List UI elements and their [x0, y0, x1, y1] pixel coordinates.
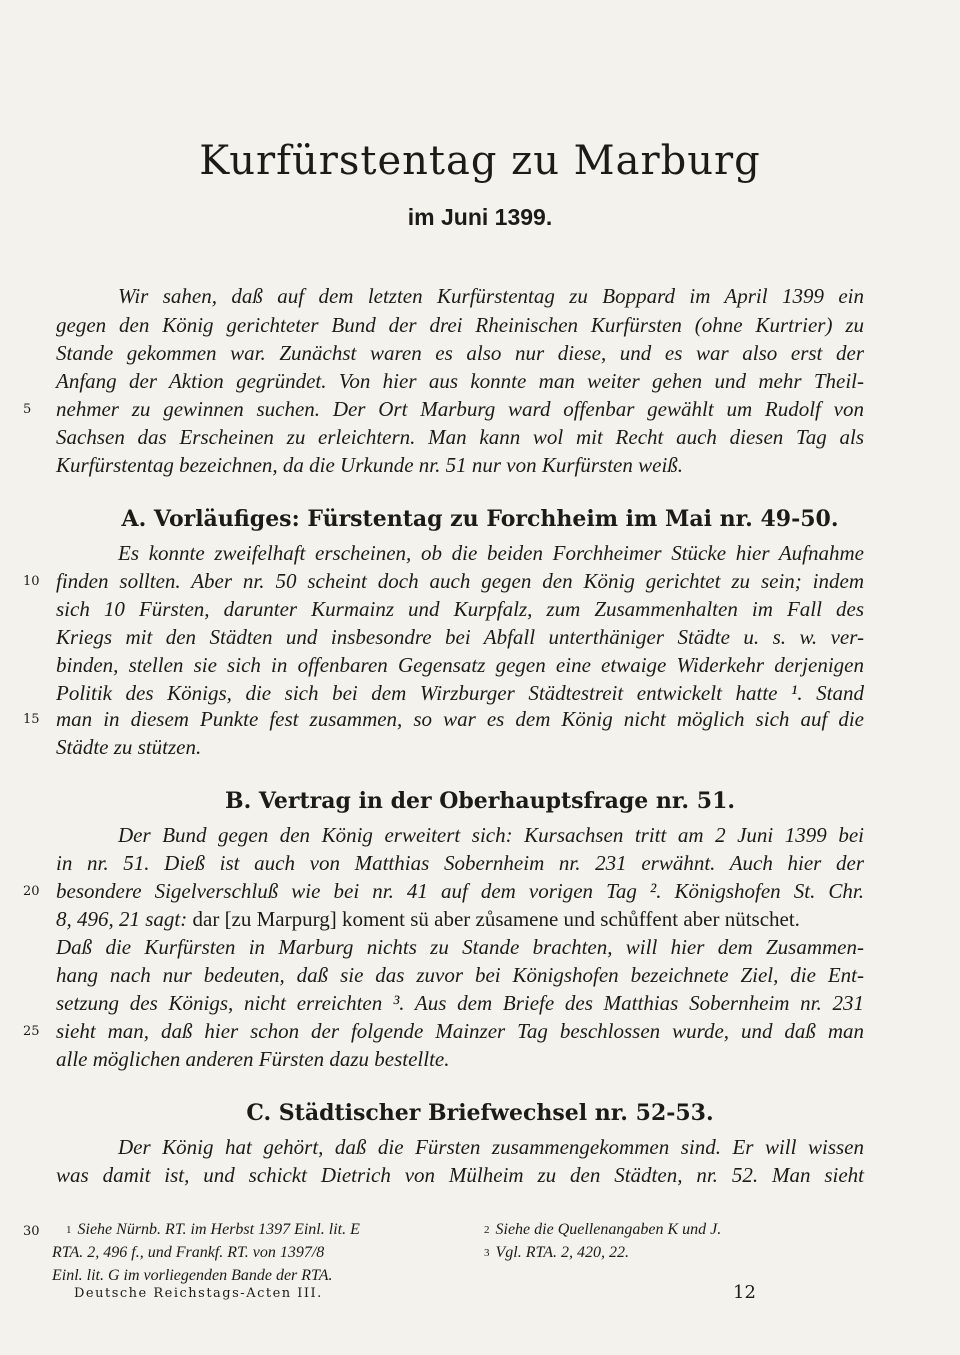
footnote-2-line	[484, 1219, 721, 1241]
page-title: Kurfürstentag zu Marburg	[199, 138, 761, 184]
section-b-line: in nr. 51. Dieß ist auch von Matthias Sobernheim nr. 231 erwähnt. Auch hier der	[56, 851, 864, 875]
section-b-line	[56, 906, 864, 932]
section-c-line: was damit ist, und schickt Dietrich von Mülheim zu den Städten, nr. 52. Man sieht	[56, 1163, 864, 1187]
intro-line: nehmer zu gewinnen suchen. Der Ort Marburg ward offenbar gewählt um Rudolf von	[56, 397, 864, 421]
line-number: 10	[23, 574, 40, 589]
section-b-line: sieht man, daß hier schon der folgende Mainzer Tag beschlossen wurde, und daß man	[56, 1019, 864, 1043]
section-c-heading: C. Städtischer Briefwechsel nr. 52-53.	[246, 1100, 714, 1126]
page-subtitle: im Juni 1399.	[407, 204, 553, 230]
footnote-3-line	[484, 1242, 629, 1264]
section-b-heading: B. Vertrag in der Oberhauptsfrage nr. 51.	[224, 788, 736, 814]
section-b-line: besondere Sigelverschluß wie bei nr. 41 auf dem vorigen Tag ². Königshofen St. Chr.	[56, 879, 864, 903]
section-a-line: Es konnte zweifelhaft erscheinen, ob die beiden Forchheimer Stücke hier Aufnahme	[118, 541, 864, 565]
footnote-1-line: RTA. 2, 496 f., und Frankf. RT. von 1397/8	[52, 1244, 325, 1261]
footnote-3-mark: 3	[484, 1247, 490, 1259]
section-a-line: Politik des Königs, die sich bei dem Wirzburger Städtestreit entwickelt hatte ¹. Stand	[56, 681, 864, 705]
line-number: 15	[23, 712, 40, 727]
footnote-1-text: Siehe Nürnb. RT. im Herbst 1397 Einl. lit. E	[77, 1221, 360, 1238]
section-b-line: hang nach nur bedeuten, daß sie das zuvor bei Königshofen bezeichnete Ziel, die Ent-	[56, 963, 864, 987]
section-b-line: Daß die Kurfürsten in Marburg nichts zu Stande brachten, will hier dem Zusammen-	[56, 935, 864, 959]
footnote-1-line	[66, 1219, 360, 1241]
intro-line: Sachsen das Erscheinen zu erleichtern. Man kann wol mit Recht auch diesen Tag als	[56, 425, 864, 449]
section-a-line: Städte zu stützen.	[56, 735, 202, 759]
line-number: 30	[23, 1224, 40, 1239]
section-a-heading: A. Vorläufiges: Fürstentag zu Forchheim im Mai nr. 49-50.	[121, 506, 839, 532]
section-c-line: Der König hat gehört, daß die Fürsten zusammengekommen sind. Er will wissen	[118, 1135, 864, 1159]
section-b-line: Der Bund gegen den König erweitert sich: Kursachsen tritt am 2 Juni 1399 bei	[118, 823, 864, 847]
section-a-line: Kriegs mit den Städten und insbesondre bei Abfall unterthäniger Städte u. s. w. ver-	[56, 625, 864, 649]
intro-line: Stande gekommen war. Zunächst waren es also nur diese, und es war also erst der	[56, 341, 864, 365]
series-title: Deutsche Reichstags-Acten III.	[74, 1286, 323, 1301]
citation-text: 8, 496, 21 sagt:	[56, 907, 188, 931]
footnote-3-text: Vgl. RTA. 2, 420, 22.	[495, 1244, 629, 1261]
intro-line: Kurfürstentag bezeichnen, da die Urkunde nr. 51 nur von Kurfürsten weiß.	[56, 453, 684, 477]
section-b-line: setzung des Königs, nicht erreichten ³. Aus dem Briefe des Matthias Sobernheim nr. 231	[56, 991, 864, 1015]
intro-line: Wir sahen, daß auf dem letzten Kurfürstentag zu Boppard im April 1399 ein	[118, 284, 864, 308]
quote-text: dar [zu Marpurg] koment sü aber zůsamene und schůffent aber nütschet.	[192, 907, 800, 931]
page-number: 12	[733, 1282, 756, 1303]
line-number: 5	[23, 402, 32, 417]
section-a-line: binden, stellen sie sich in offenbaren Gegensatz gegen eine etwaige Widerkehr derjenigen	[56, 653, 864, 677]
intro-line: Anfang der Aktion gegründet. Von hier aus konnte man weiter gehen und mehr Theil-	[56, 369, 864, 393]
footnote-1-line: Einl. lit. G im vorliegenden Bande der RTA.	[52, 1267, 333, 1284]
line-number: 20	[23, 884, 40, 899]
section-b-line: alle möglichen anderen Fürsten dazu bestellte.	[56, 1047, 450, 1071]
footnote-2-text: Siehe die Quellenangaben K und J.	[495, 1221, 722, 1238]
line-number: 25	[23, 1024, 40, 1039]
section-a-line: man in diesem Punkte fest zusammen, so war es dem König nicht möglich sich auf die	[56, 707, 864, 731]
intro-line: gegen den König gerichteter Bund der drei Rheinischen Kurfürsten (ohne Kurtrier) zu	[56, 313, 864, 337]
section-a-line: finden sollten. Aber nr. 50 scheint doch auch gegen den König gerichtet zu sein; indem	[56, 569, 864, 593]
footnote-1-mark: 1	[66, 1224, 72, 1236]
section-a-line: sich 10 Fürsten, darunter Kurmainz und Kurpfalz, zum Zusammenhalten im Fall des	[56, 597, 864, 621]
footnote-2-mark: 2	[484, 1224, 490, 1236]
